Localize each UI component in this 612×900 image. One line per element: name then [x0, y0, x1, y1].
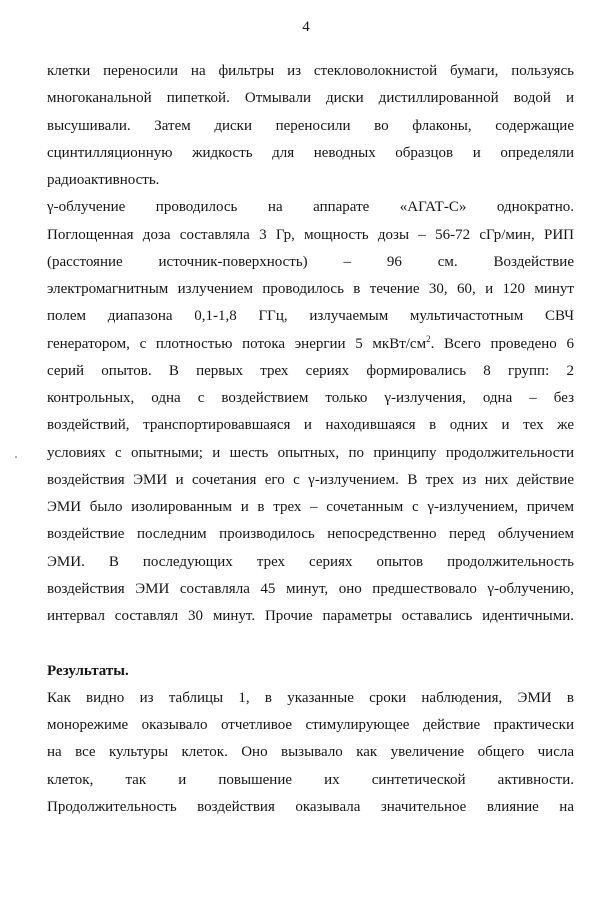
text-line: воздействия ЭМИ составляла 45 минут, оно предшествовало γ-облучению,	[47, 580, 574, 597]
text-line: многоканальной пипеткой. Отмывали диски дистиллированной водой и	[47, 90, 574, 107]
superscript: 2	[426, 333, 431, 344]
text-line: воздействия ЭМИ и сочетания его с γ-излучением. В трех из них действие	[47, 471, 574, 488]
text-line: воздействие последним производилось непосредственно перед облучением	[47, 526, 574, 543]
text-line: электромагнитным излучением проводилось в течение 30, 60, и 120 минут	[47, 281, 574, 297]
section-heading: Результаты.	[47, 662, 129, 679]
text-line: ЭМИ. В последующих трех сериях опытов продолжительность	[47, 553, 574, 570]
text-line: серий опытов. В первых трех сериях формировались 8 групп: 2	[47, 362, 574, 379]
scan-speck	[15, 456, 17, 458]
text-line: (расстояние источник-поверхность) – 96 см. Воздействие	[47, 253, 574, 270]
text-line: Продолжительность воздействия оказывала значительное влияние на	[47, 798, 574, 815]
text-line: полем диапазона 0,1-1,8 ГГц, излучаемым мультичастотным СВЧ	[47, 308, 574, 325]
text-line: сцинтилляционную жидкость для неводных образцов и определяли	[47, 144, 574, 161]
text-line: высушивали. Затем диски переносили во флаконы, содержащие	[47, 117, 574, 134]
text-line: условиях с опытными; и шесть опытных, по принципу продолжительности	[47, 444, 574, 461]
text-line: радиоактивность.	[47, 172, 160, 188]
text-line: монорежиме оказывало отчетливое стимулирующее действие практически	[47, 717, 574, 733]
body-text	[47, 58, 574, 821]
text-segment: . Всего проведено 6	[430, 335, 574, 352]
text-line: контрольных, одна с воздействием только γ-излучения, одна – без	[47, 390, 574, 406]
text-line: Как видно из таблицы 1, в указанные сроки наблюдения, ЭМИ в	[47, 689, 574, 706]
text-line: на все культуры клеток. Оно вызывало как увеличение общего числа	[47, 744, 574, 761]
page-number: 4	[302, 19, 310, 35]
text-line: клеток, так и повышение их синтетической активности.	[47, 771, 574, 788]
text-line: γ-облучение проводилось на аппарате «АГАТ-С» однократно.	[47, 199, 574, 216]
text-segment: генератором, с плотностью потока энергии 5 мкВт/см	[47, 335, 427, 352]
text-line: Поглощенная доза составляла 3 Гр, мощность дозы – 56-72 сГр/мин, РИП	[47, 226, 574, 243]
text-line: клетки переносили на фильтры из стекловолокнистой бумаги, пользуясь	[47, 63, 574, 79]
paragraph-gap	[47, 630, 574, 657]
text-line: ЭМИ было изолированным и в трех – сочетанным с γ-излучением, причем	[47, 499, 574, 515]
text-line: интервал составлял 30 минут. Прочие параметры оставались идентичными.	[47, 608, 574, 624]
text-line-with-superscript	[47, 331, 574, 358]
text-line: воздействий, транспортировавшаяся и находившаяся в одних и тех же	[47, 417, 574, 434]
